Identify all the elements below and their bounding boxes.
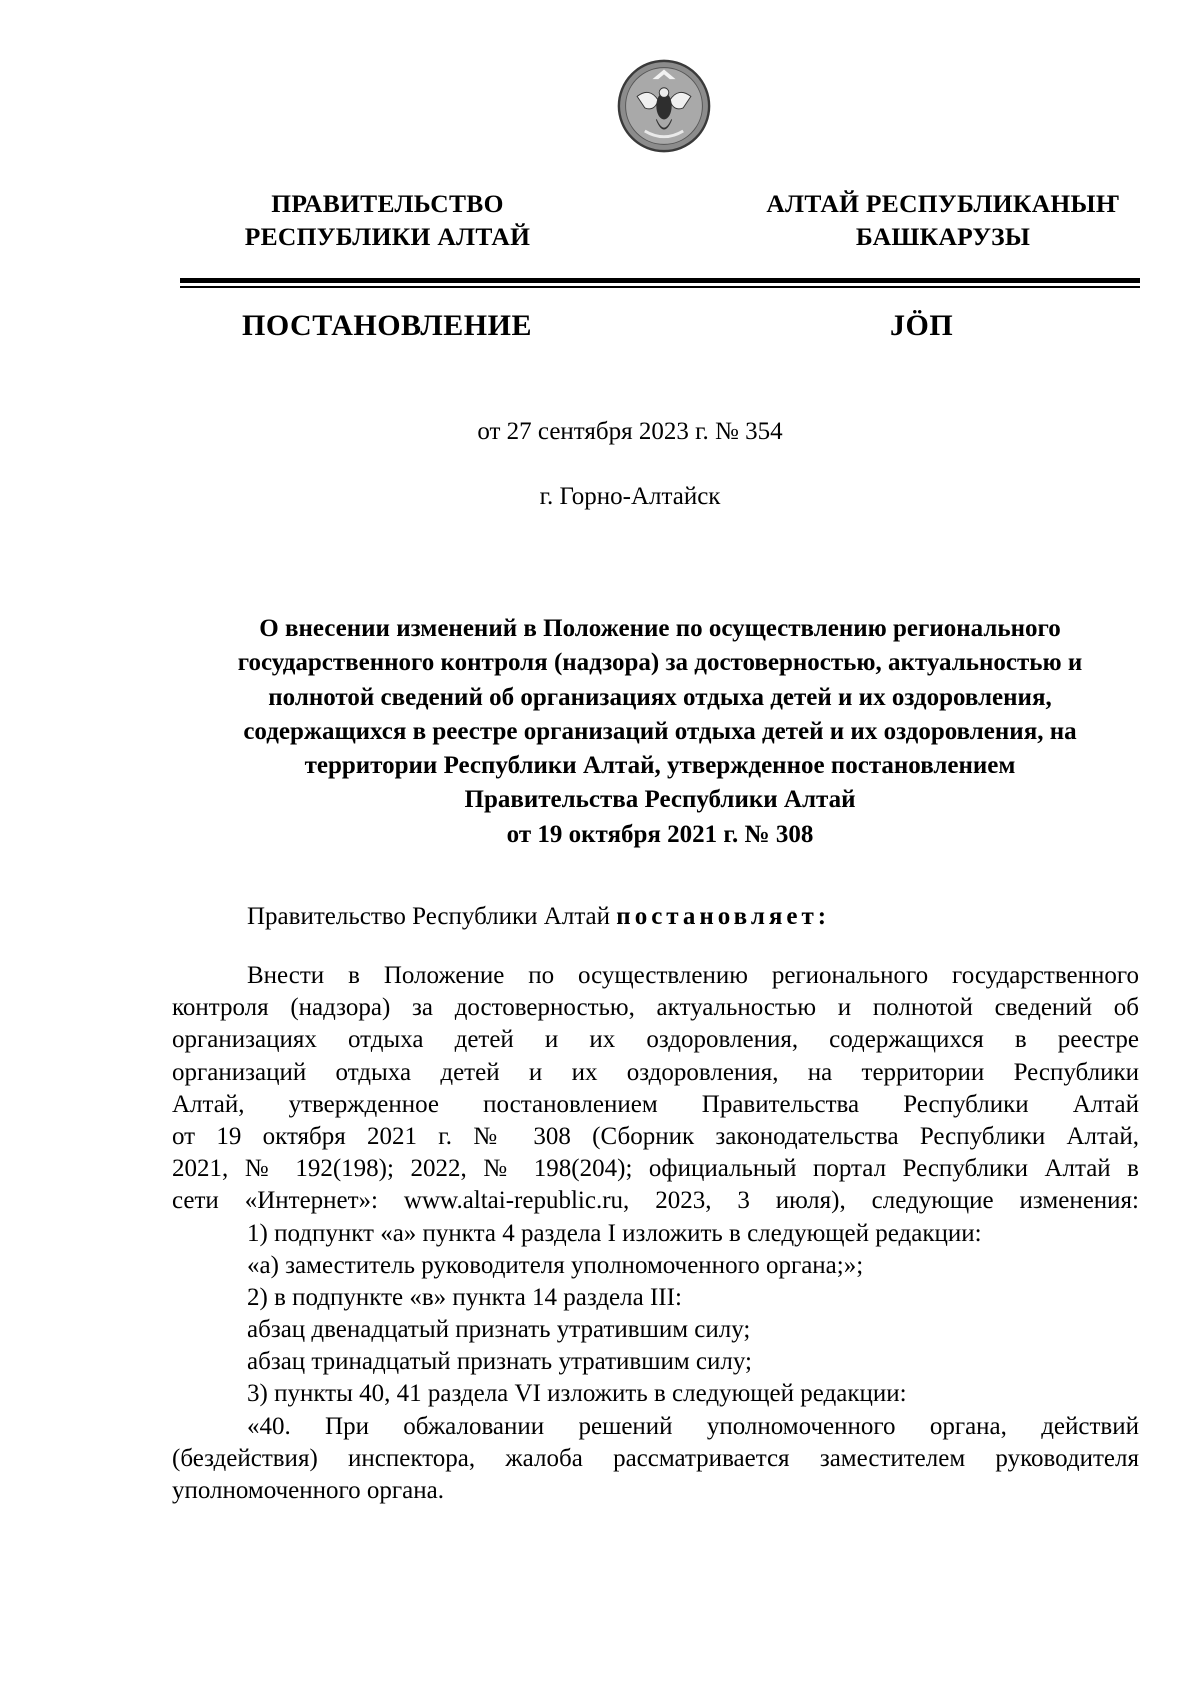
document-date-number: от 27 сентября 2023 г. № 354 — [477, 418, 783, 445]
title-line: территории Республики Алтай, утвержденное постановлением — [304, 752, 1016, 780]
header-divider-thick — [180, 278, 1140, 283]
doctype-russian: ПОСТАНОВЛЕНИЕ — [242, 309, 532, 342]
header-left-line: ПРАВИТЕЛЬСТВО — [271, 189, 504, 218]
body-line: от 19 октября 2021 г. № 308 (Сборник законодательства Республики Алтай, — [172, 1122, 1139, 1150]
body-line: (бездействия) инспектора, жалоба рассматривается заместителем руководителя — [172, 1444, 1139, 1472]
header-divider-thin — [180, 286, 1140, 288]
title-line: О внесении изменений в Положение по осуществлению регионального — [259, 615, 1061, 642]
government-name-altai — [748, 187, 1138, 253]
body-line: 2) в подпункте «в» пункта 14 раздела III: — [247, 1283, 682, 1311]
header-right-line: БАШКАРУЗЫ — [855, 222, 1031, 251]
title-line: полнотой сведений об организациях отдыха детей и их оздоровления, — [268, 683, 1052, 711]
body-line: Внести в Положение по осуществлению регионального государственного — [247, 962, 1139, 989]
body-line: организаций отдыха детей и их оздоровления, на территории Республики — [172, 1058, 1139, 1086]
body-line: абзац двенадцатый признать утратившим силу; — [247, 1316, 751, 1344]
title-line: Правительства Республики Алтай — [464, 786, 856, 814]
header-left-line: РЕСПУБЛИКИ АЛТАЙ — [244, 222, 531, 251]
body-line: «а) заместитель руководителя уполномоченного органа;»; — [247, 1251, 864, 1279]
body-line: контроля (надзора) за достоверностью, актуальностью и полнотой сведений об — [172, 994, 1139, 1022]
doctype-altai: JÖП — [890, 309, 954, 342]
document-title — [170, 612, 1150, 852]
header-right-line: АЛТАЙ РЕСПУБЛИКАНЫҤ — [766, 189, 1120, 218]
body-line: сети «Интернет»: www.altai-republic.ru, 2023, 3 июля), следующие изменения: — [172, 1187, 1139, 1215]
body-line: уполномоченного органа. — [172, 1477, 444, 1504]
document-body — [172, 960, 1139, 1507]
decree-verb: постановляет: — [616, 903, 831, 930]
body-line: организациях отдыха детей и их оздоровления, содержащихся в реестре — [172, 1026, 1139, 1054]
body-line: Алтай, утвержденное постановлением Правительства Республики Алтай — [172, 1090, 1139, 1118]
coat-of-arms-emblem-icon — [616, 58, 712, 154]
title-line: содержащихся в реестре организаций отдыха детей и их оздоровления, на — [243, 717, 1077, 745]
body-line: 1) подпункт «а» пункта 4 раздела I изложить в следующей редакции: — [247, 1219, 982, 1247]
body-line: абзац тринадцатый признать утратившим силу; — [247, 1348, 752, 1376]
body-line: 3) пункты 40, 41 раздела VI изложить в следующей редакции: — [247, 1380, 907, 1408]
document-city: г. Горно-Алтайск — [539, 483, 721, 510]
decree-prefix: Правительство Республики Алтай — [247, 903, 617, 930]
body-line: «40. При обжаловании решений уполномоченного органа, действий — [247, 1412, 1139, 1440]
government-name-russian — [230, 187, 545, 253]
title-line: от 19 октября 2021 г. № 308 — [506, 820, 814, 848]
title-line: государственного контроля (надзора) за достоверностью, актуальностью и — [237, 649, 1083, 677]
decree-statement — [247, 902, 830, 932]
body-line: 2021, № 192(198); 2022, № 198(204); официальный портал Республики Алтай в — [172, 1155, 1139, 1183]
